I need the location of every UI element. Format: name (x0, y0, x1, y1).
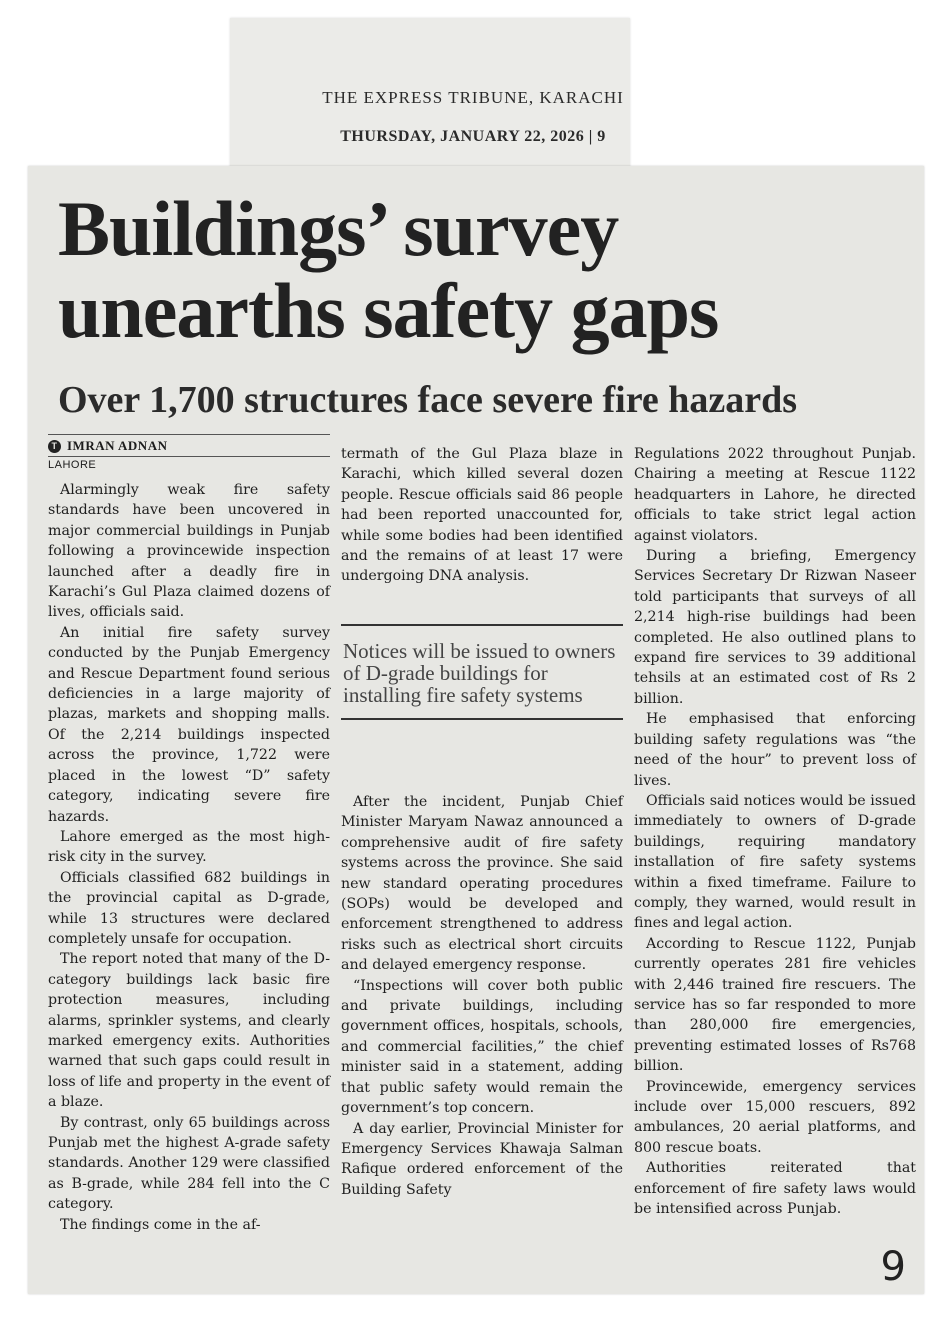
subheadline: Over 1,700 structures face severe fire hazards (58, 379, 798, 421)
headline (58, 185, 918, 354)
headline-line-1: Buildings’ survey (58, 185, 619, 272)
headline-line-2: unearths safety gaps (58, 267, 719, 354)
paragraph: The report noted that many of the D-category buildings lack basic fire protection measures, including alarms, sprinkler systems, and clearly marked emergency exits. Authorities warned that such gaps could result in loss of life and property in the event of a blaze. (48, 951, 330, 1111)
paragraph: “Inspections will cover both public and private buildings, including government offices, hospitals, schools, and commercial facilities,” the chief minister said in a statement, adding that public safety would remain the government’s top concern. (341, 977, 623, 1117)
paragraph: Provincewide, emergency services include over 15,000 rescuers, 892 ambulances, 20 aerial platforms, and 800 rescue boats. (634, 1078, 916, 1156)
paragraph: Officials classified 682 buildings in the provincial capital as D-grade, while 13 structures were declared completely unsafe for occupation. (48, 869, 330, 947)
paragraph: He emphasised that enforcing building safety regulations was “the need of the hour” to prevent loss of lives. (634, 711, 916, 789)
paragraph: An initial fire safety survey conducted by the Punjab Emergency and Rescue Department found serious deficiencies in a large majority of plazas, markets and shopping malls. Of the 2,214 buildings inspected across the province, 1,722 were placed in the lowest “D” safety category, indicating severe fire hazards. (48, 624, 330, 825)
pull-quote-rule-bottom (341, 718, 623, 720)
paragraph: A day earlier, Provincial Minister for Emergency Services Khawaja Salman Rafique ordered enforcement of the Building Safety (341, 1120, 623, 1198)
pull-quote-text: Notices will be issued to owners of D-grade buildings for installing fire safety systems (343, 639, 616, 707)
paragraph: After the incident, Punjab Chief Minister Maryam Nawaz announced a comprehensive audit of fire safety systems across the province. She said new standard operating procedures (SOPs) would be developed and enforcement strengthened to address risks such as electrical short circuits and delayed emergency response. (341, 794, 623, 974)
handwritten-page-number: 9 (880, 1244, 906, 1290)
pull-quote-rule-top (341, 624, 623, 626)
pull-quote (341, 624, 623, 720)
paragraph: According to Rescue 1122, Punjab currently operates 281 fire vehicles with 2,446 trained fire rescuers. The service has so far responded to more than 280,000 fire emergencies, preventing estimated losses of Rs768 billion. (634, 935, 916, 1075)
column-1 (48, 480, 330, 1235)
publication-date: THURSDAY, JANUARY 22, 2026 | 9 (340, 128, 606, 145)
paragraph: Alarmingly weak fire safety standards have been uncovered in major commercial buildings in Punjab following a provincewide inspection launched after a deadly fire in Karachi’s Gul Plaza claimed dozens of lives, officials said. (48, 482, 330, 621)
byline-rule-bottom (48, 456, 330, 457)
newspaper-name: THE EXPRESS TRIBUNE, KARACHI (322, 88, 624, 107)
paragraph: termath of the Gul Plaza blaze in Karachi, which killed several dozen people. Rescue officials said 86 people had been reported unaccounted for, while some bodies had been identified and the remains of at least 17 were undergoing DNA analysis. (341, 446, 623, 585)
column-3 (634, 444, 916, 1219)
paragraph: Authorities reiterated that enforcement of fire safety laws would be intensified across Punjab. (634, 1160, 916, 1218)
paragraph: Lahore emerged as the most high-risk city in the survey. (48, 828, 330, 866)
paragraph: Regulations 2022 throughout Punjab. Chairing a meeting at Rescue 1122 headquarters in Lahore, he directed officials to take strict legal action against violators. (634, 446, 916, 544)
paragraph: During a briefing, Emergency Services Secretary Dr Rizwan Naseer told participants that surveys of all 2,214 high-rise buildings had been completed. He also outlined plans to expand fire services to 39 additional tehsils at an estimated cost of Rs 2 billion. (634, 548, 916, 707)
paragraph: Officials said notices would be issued immediately to owners of D-grade buildings, requiring mandatory installation of fire safety systems within a fixed timeframe. Failure to comply, they warned, would result in fines and legal action. (634, 792, 916, 932)
author-name: IMRAN ADNAN (67, 438, 168, 453)
column-2-top (341, 444, 623, 587)
article-clipping (28, 166, 924, 1294)
byline-rule-top (48, 434, 330, 435)
paragraph: The findings come in the af- (60, 1216, 261, 1233)
tribune-logo-icon: T (48, 440, 61, 453)
column-2-bottom (341, 792, 623, 1200)
dateline: LAHORE (48, 459, 97, 471)
byline (48, 438, 330, 454)
paragraph: By contrast, only 65 buildings across Punjab met the highest A-grade safety standards. Another 129 were classified as B-grade, while 284 fell into the C category. (48, 1114, 330, 1213)
